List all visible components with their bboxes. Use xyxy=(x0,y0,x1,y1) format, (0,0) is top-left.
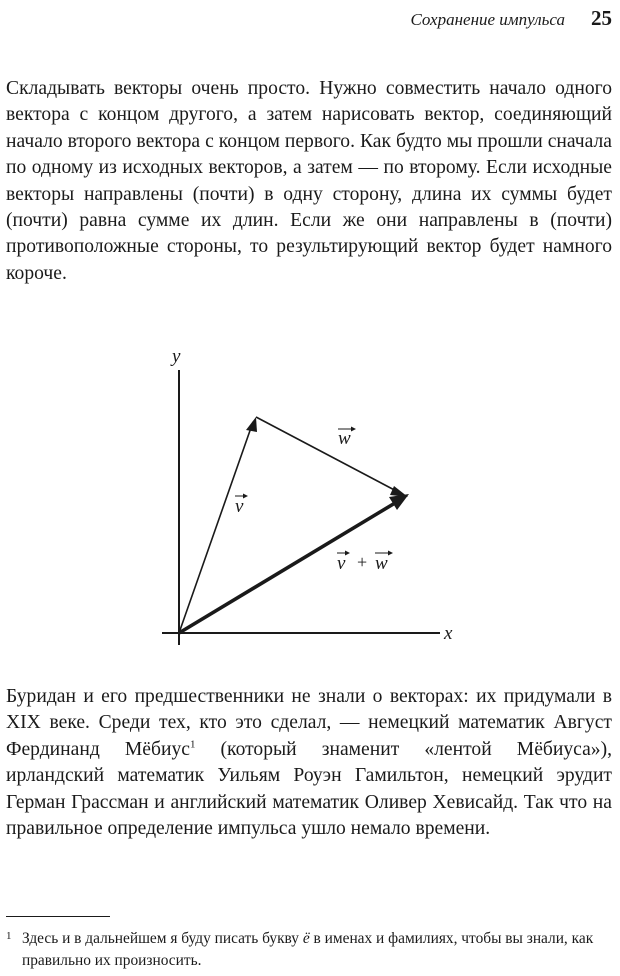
label-w xyxy=(338,427,356,450)
vector-w xyxy=(256,417,402,494)
footnote-text-b: в именах и фамилиях, чтобы вы знали, как правильно их произносить. xyxy=(22,930,594,969)
vector-sum-arrowhead xyxy=(389,494,409,510)
y-axis-label: y xyxy=(172,346,181,367)
paragraph-history-text-b: (который знаменит «лентой Мёбиуса»), ирландский математик Уильям Роуэн Гамильтон, немецкий эрудит Герман Грассман и английский математик Оливер Хевисайд. Так что на правильное определение импульса ушло немало времени. xyxy=(6,738,612,840)
footnote-divider xyxy=(6,916,110,917)
running-header xyxy=(0,6,612,32)
footnote xyxy=(6,928,612,972)
vector-addition-figure xyxy=(150,340,470,660)
paragraph-vector-addition: Складывать векторы очень просто. Нужно совместить начало одного вектора с концом другого, а затем нарисовать вектор, соединяющий начало второго вектора с концом первого. Как будто мы прошли сначала по одному из исходных векторов, а затем — по второму. Если исходные векторы направлены (почти) в одну сторону, длина их суммы будет (почти) равна сумме их длин. Если же они направлены в (почти) противоположные стороны, то результирующий вектор будет намного короче. xyxy=(6,78,612,284)
label-sum-w-text: w xyxy=(375,553,388,574)
label-sum-w-arrowhead-icon xyxy=(388,551,393,556)
label-sum-v-text: v xyxy=(337,553,346,574)
vector-v xyxy=(179,422,253,633)
footnote-text xyxy=(6,928,612,972)
paragraph-history-text-a: Буридан и его предшественники не знали о векторах: их придумали в XIX веке. Среди тех, кто это сделал, — немецкий математик Август Фердинанд Мёбиус xyxy=(6,686,612,760)
footnote-letter: ё xyxy=(302,930,310,947)
label-v xyxy=(235,494,248,518)
label-v-plus-w xyxy=(337,551,393,575)
vector-v-arrowhead xyxy=(246,417,257,432)
running-title: Сохранение импульса xyxy=(410,10,565,29)
footnote-text-a: Здесь и в дальнейшем я буду писать букву xyxy=(22,930,303,947)
x-axis-label: x xyxy=(444,623,453,644)
label-w-arrowhead-icon xyxy=(351,427,356,432)
label-v-text: v xyxy=(235,496,244,517)
paragraph-vector-history xyxy=(6,684,612,842)
footnote-number: 1 xyxy=(6,930,12,942)
label-v-arrowhead-icon xyxy=(243,494,248,499)
footnote-reference[interactable]: 1 xyxy=(189,738,196,751)
vector-diagram xyxy=(150,340,470,660)
label-sum-plus: + xyxy=(357,552,368,572)
label-sum-v-arrowhead-icon xyxy=(345,551,350,556)
label-w-text: w xyxy=(338,428,351,449)
page-number: 25 xyxy=(591,6,612,30)
